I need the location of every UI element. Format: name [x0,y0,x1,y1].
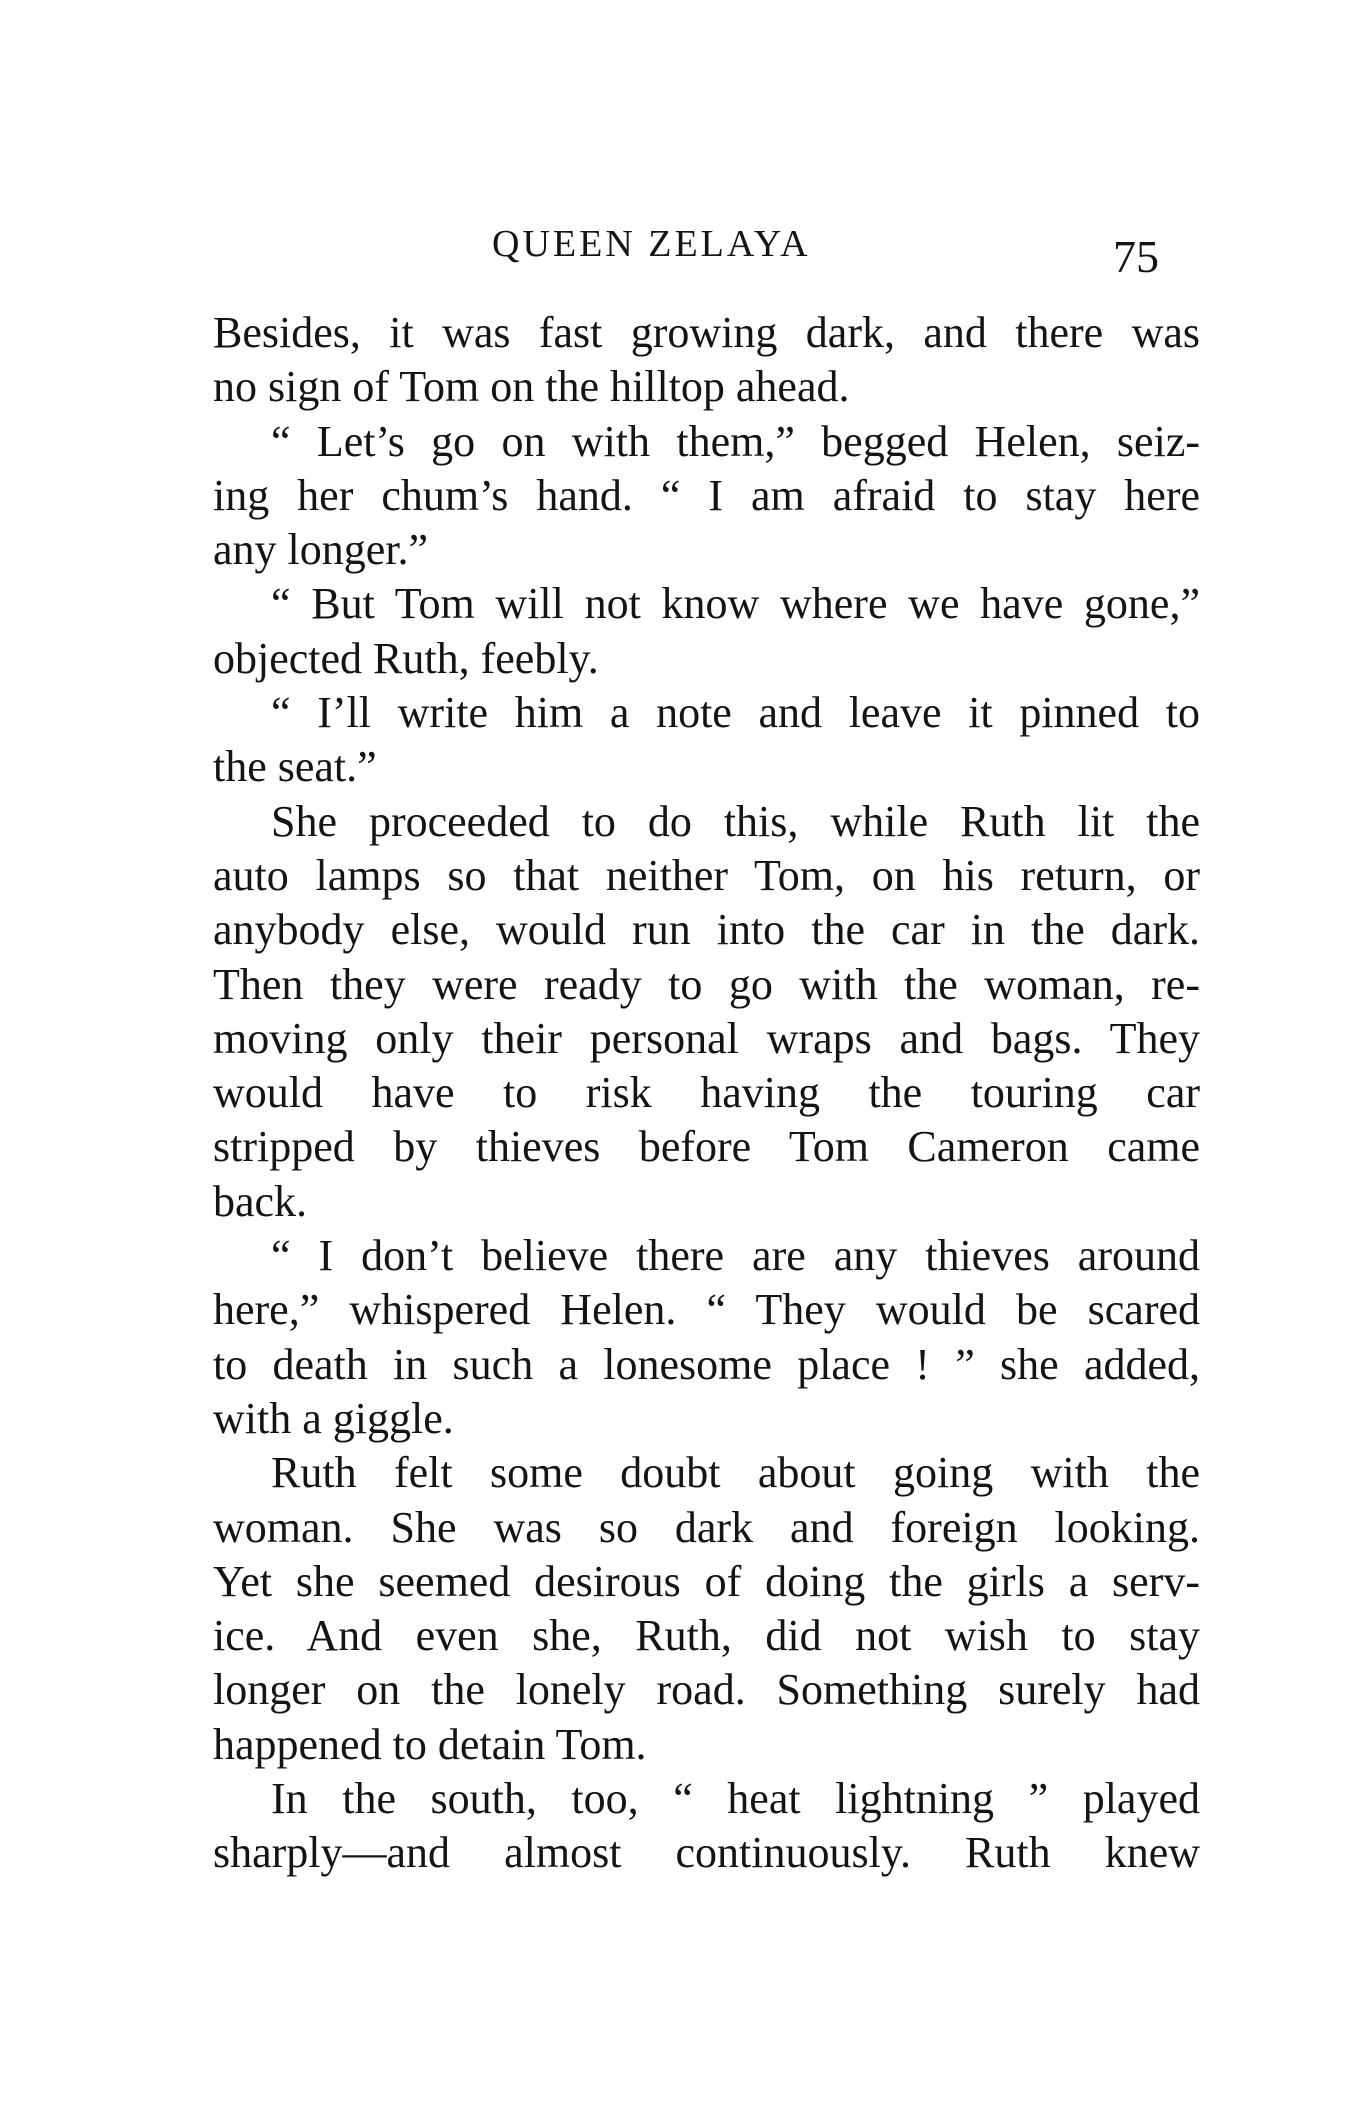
page-number: 75 [1113,231,1159,282]
text-line: moving only their personal wraps and bags. They [213,1013,1200,1063]
text-line: here,” whispered Helen. “ They would be scared [213,1285,1200,1335]
text-line: woman. She was so dark and foreign looking. [213,1502,1200,1552]
text-line: She proceeded to do this, while Ruth lit the [271,796,1200,846]
text-line: “ Let’s go on with them,” begged Helen, seiz- [271,416,1200,466]
text-line: Yet she seemed desirous of doing the girls a serv- [213,1556,1200,1606]
text-line: ing her chum’s hand. “ I am afraid to stay here [213,470,1200,520]
text-line: objected Ruth, feebly. [213,633,599,683]
text-line: happened to detain Tom. [213,1719,647,1769]
text-line: sharply—and almost continuously. Ruth knew [213,1828,1200,1878]
text-line: would have to risk having the touring car [213,1068,1200,1118]
body-text [213,306,1200,1881]
text-line: “ I’ll write him a note and leave it pinned to [271,688,1200,738]
text-line: In the south, too, “ heat lightning ” played [271,1774,1200,1824]
text-line: to death in such a lonesome place ! ” she added, [213,1339,1200,1389]
text-line: “ But Tom will not know where we have gone,” [271,579,1200,629]
text-line: stripped by thieves before Tom Cameron came [213,1122,1200,1172]
text-line: with a giggle. [213,1393,454,1443]
text-line: anybody else, would run into the car in the dark. [213,905,1200,955]
text-line: Besides, it was fast growing dark, and there was [213,308,1200,357]
text-line: auto lamps so that neither Tom, on his return, or [213,850,1200,900]
text-line: “ I don’t believe there are any thieves around [271,1231,1200,1281]
text-line: ice. And even she, Ruth, did not wish to stay [213,1611,1200,1661]
text-line: longer on the lonely road. Something surely had [213,1665,1200,1715]
text-line: no sign of Tom on the hilltop ahead. [213,362,850,412]
text-line: the seat.” [213,742,377,792]
running-head: QUEEN ZELAYA [492,223,811,265]
text-line: Then they were ready to go with the woman, re- [213,959,1200,1009]
text-line: any longer.” [213,525,429,575]
text-line: Ruth felt some doubt about going with the [271,1448,1200,1498]
text-line: back. [213,1176,308,1226]
